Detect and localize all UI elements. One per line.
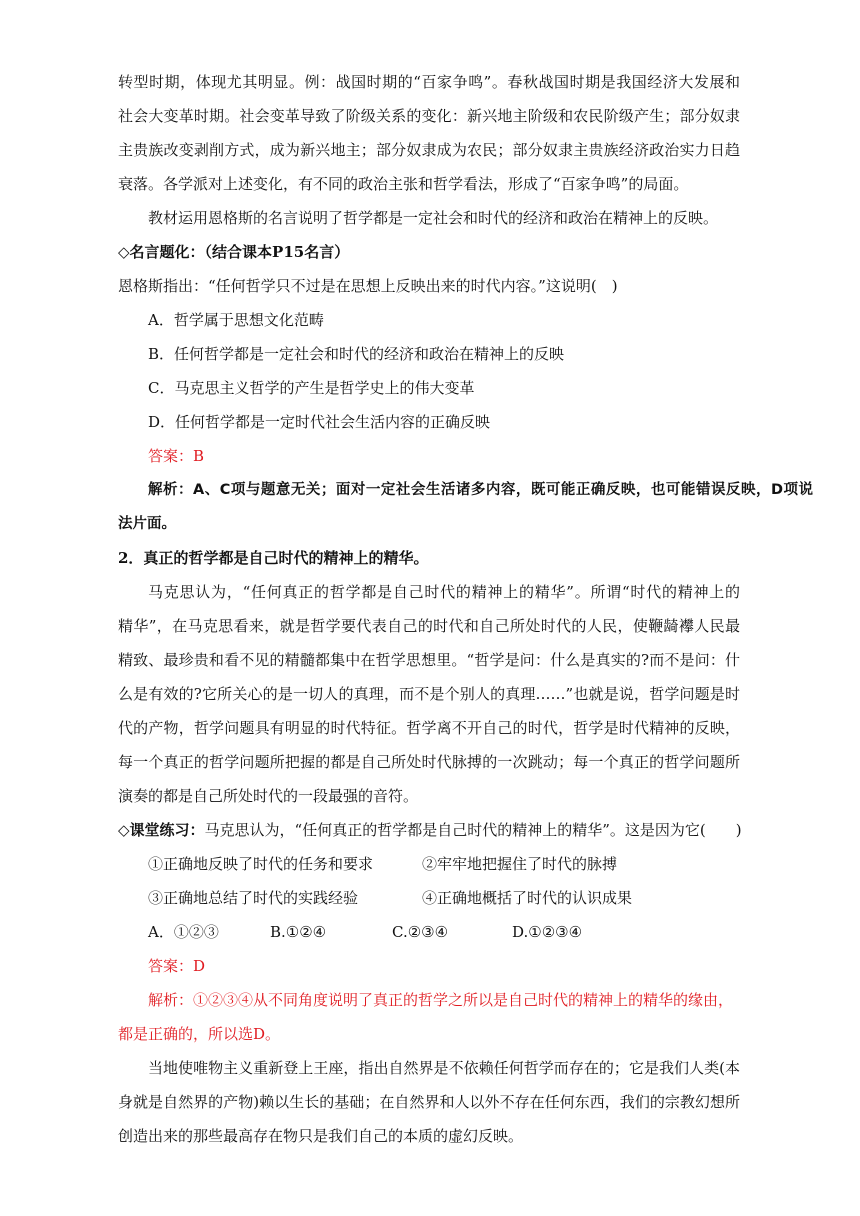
practice-stem-text: 马克思认为，“任何真正的哲学都是自己时代的精神上的精华”。这是因为它( ) <box>204 821 742 839</box>
intro-line-1: 转型时期，体现尤其明显。例：战国时期的“百家争鸣”。春秋战国时期是我国经济大发展和 <box>118 73 740 91</box>
practice-answer: 答案：D <box>148 957 206 975</box>
section2-line-4: 么是有效的?它所关心的是一切人的真理，而不是个别人的真理……”也就是说，哲学问题是时 <box>118 685 740 703</box>
textbook-note: 教材运用恩格斯的名言说明了哲学都是一定社会和时代的经济和政治在精神上的反映。 <box>148 209 719 227</box>
closing-line-1: 当地使唯物主义重新登上王座，指出自然界是不依赖任何哲学而存在的；它是我们人类(本 <box>148 1059 740 1077</box>
closing-line-2: 身就是自然界的产物)赖以生长的基础；在自然界和人以外不存在任何东西，我们的宗教幻想所 <box>118 1093 740 1111</box>
practice-stem <box>118 820 742 840</box>
practice-choice-c: C.②③④ <box>392 923 449 941</box>
section2-line-1: 马克思认为，“任何真正的哲学都是自己时代的精神上的精华”。所谓“时代的精神上的 <box>148 583 740 601</box>
quote-answer: 答案：B <box>148 447 205 465</box>
intro-line-2: 社会大变革时期。社会变革导致了阶级关系的变化：新兴地主阶级和农民阶级产生；部分奴隶 <box>118 107 740 125</box>
quote-analysis-line-2: 法片面。 <box>118 516 176 532</box>
practice-analysis-line-2: 都是正确的，所以选D。 <box>118 1025 281 1043</box>
practice-item-4: ④正确地概括了时代的认识成果 <box>422 889 633 907</box>
section2-line-6: 每一个真正的哲学问题所把握的都是自己所处时代脉搏的一次跳动；每一个真正的哲学问题所 <box>118 753 740 771</box>
practice-label: ◇课堂练习： <box>118 821 205 839</box>
practice-item-3: ③正确地总结了时代的实践经验 <box>148 889 359 907</box>
practice-choice-d: D.①②③④ <box>512 923 583 941</box>
quote-analysis-line-1: 解析：A、C项与题意无关；面对一定社会生活诸多内容，既可能正确反映，也可能错误反映，D项说 <box>148 482 813 498</box>
quote-question-heading: ◇名言题化：（结合课本P15名言） <box>118 243 350 261</box>
quote-question-stem: 恩格斯指出：“任何哲学只不过是在思想上反映出来的时代内容。”这说明( ) <box>118 277 618 295</box>
practice-item-1: ①正确地反映了时代的任务和要求 <box>148 855 374 873</box>
section2-line-5: 代的产物，哲学问题具有明显的时代特征。哲学离不开自己的时代，哲学是时代精神的反映， <box>118 719 740 737</box>
section2-heading: 2．真正的哲学都是自己时代的精神上的精华。 <box>118 549 429 567</box>
practice-analysis-line-1: 解析：①②③④从不同角度说明了真正的哲学之所以是自己时代的精神上的精华的缘由， <box>148 991 734 1009</box>
quote-option-c: C．马克思主义哲学的产生是哲学史上的伟大变革 <box>148 379 475 397</box>
practice-choice-a: A．①②③ <box>148 923 219 941</box>
intro-line-4: 衰落。各学派对上述变化，有不同的政治主张和哲学看法，形成了“百家争鸣”的局面。 <box>118 175 689 193</box>
section2-line-7: 演奏的都是自己所处时代的一段最强的音符。 <box>118 787 419 805</box>
section2-line-2: 精华”，在马克思看来，就是哲学要代表自己的时代和自己所处时代的人民，使鞭𬺈襻人民最 <box>118 617 740 635</box>
section2-line-3: 精致、最珍贵和看不见的精髓都集中在哲学思想里。“哲学是问：什么是真实的?而不是问：什 <box>118 651 740 669</box>
quote-option-d: D．任何哲学都是一定时代社会生活内容的正确反映 <box>148 413 491 431</box>
practice-choice-b: B.①②④ <box>270 923 327 941</box>
intro-line-3: 主贵族改变剥削方式，成为新兴地主；部分奴隶成为农民；部分奴隶主贵族经济政治实力日趋 <box>118 141 740 159</box>
practice-item-2: ②牢牢地把握住了时代的脉搏 <box>422 855 618 873</box>
quote-option-b: B．任何哲学都是一定社会和时代的经济和政治在精神上的反映 <box>148 345 565 363</box>
closing-line-3: 创造出来的那些最高存在物只是我们自己的本质的虚幻反映。 <box>118 1127 524 1145</box>
quote-option-a: A．哲学属于思想文化范畴 <box>148 311 324 329</box>
